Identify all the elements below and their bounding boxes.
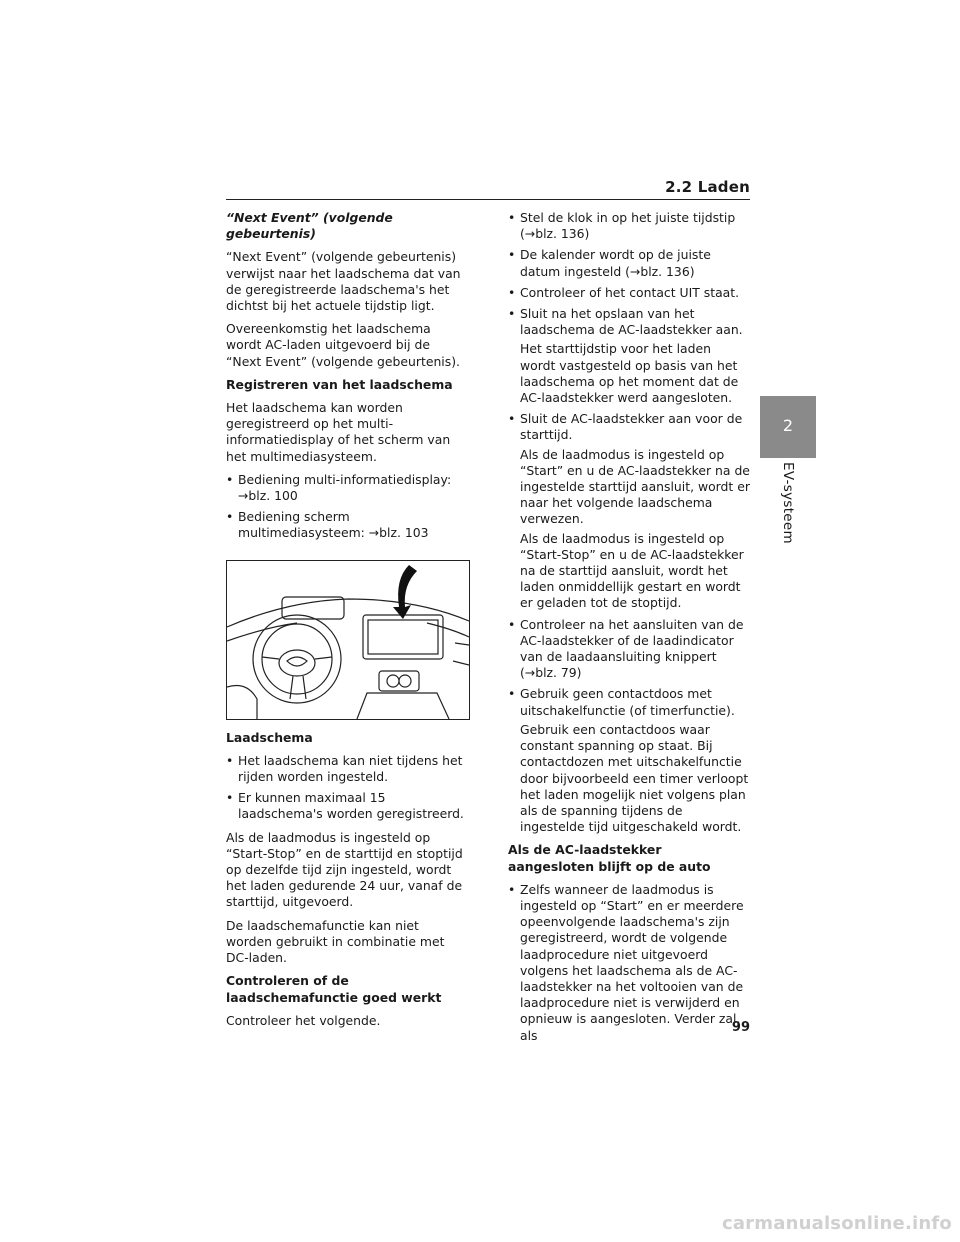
chapter-number: 2 (782, 416, 794, 435)
check-heading: Controleren of de laadschemafunctie goed werkt (226, 973, 442, 1005)
list-item: • Bediening scherm multimediasysteem: →blz. 103 (226, 509, 464, 541)
list-item-note: Als de laadmodus is ingesteld op “Start-Stop” en u de AC-laadstekker na de starttijd aansluit, wordt het laden onmiddellijk gestart en wordt er geladen tot de stoptijd. (520, 530, 744, 611)
paragraph: Overeenkomstig het laadschema wordt AC-laden uitgevoerd bij de “Next Event” (volgende gebeurtenis). (226, 321, 460, 369)
next-event-heading: “Next Event” (volgende gebeurtenis) (226, 210, 393, 242)
section-title: 2.2 Laden (665, 178, 750, 196)
chapter-tab (760, 396, 816, 458)
paragraph: De laadschemafunctie kan niet worden gebruikt in combinatie met DC-laden. (226, 917, 445, 966)
schedule-heading: Laadschema (226, 729, 313, 745)
list-item: • Sluit na het opslaan van het laadschema de AC-laadstekker aan. Het starttijdstip voor het laden wordt vastgesteld op basis van het laadschema op het moment dat de AC-laadstekker werd aangesloten. (508, 306, 750, 406)
list-item: • Stel de klok in op het juiste tijdstip (→blz. 136) (508, 210, 750, 242)
list-item: • Controleer of het contact UIT staat. (508, 285, 750, 301)
list-item: • Gebruik geen contactdoos met uitschakelfunctie (of timerfunctie). Gebruik een contactdoos waar constant spanning op staat. Bij contactdozen met uitschakelfunctie door bijvoorbeeld een timer verloopt het laden mogelijk niet volgens plan als de spanning tijdens de ingestelde tijd uitgeschakeld wordt. (508, 686, 750, 835)
right-column (508, 210, 750, 1051)
list-item: • Zelfs wanneer de laadmodus is ingesteld op “Start” en er meerdere opeenvolgende laadschema's zijn geregistreerd, wordt de volgende laadprocedure niet uitgevoerd volgens het laadschema als de AC-laadstekker na het voltooien van de laadprocedure niet is verwijderd en opnieuw is aangesloten. Verder zal, als (508, 882, 750, 1044)
paragraph: Controleer het volgende. (226, 1012, 381, 1028)
list-item-note: Als de laadmodus is ingesteld op “Start” en u de AC-laadstekker na de ingestelde starttijd aansluit, wordt er naar het volgende laadschema verwezen. (520, 446, 750, 527)
list-item: • Bediening multi-informatiedisplay: →blz. 100 (226, 472, 464, 504)
list-item-note: Het starttijdstip voor het laden wordt vastgesteld op basis van het laadschema op het moment dat de AC-laadstekker werd aangesloten. (520, 341, 739, 406)
watermark: carmanualsonline.info (721, 1213, 952, 1234)
dashboard-drawing (227, 561, 469, 719)
connected-heading: Als de AC-laadstekker aangesloten blijft op de auto (508, 842, 711, 874)
left-column (226, 210, 464, 1036)
bullet-list (226, 753, 464, 823)
list-item: • Sluit de AC-laadstekker aan voor de starttijd. Als de laadmodus is ingesteld op “Start” en u de AC-laadstekker na de ingestelde starttijd aansluit, wordt er naar het volgende laadschema verwezen. Als de laadmodus is ingesteld op “Start-Stop” en u de AC-laadstekker na de starttijd aansluit, wordt het laden onmiddellijk gestart en wordt er geladen tot de stoptijd. (508, 411, 750, 611)
bullet-list (226, 472, 464, 542)
list-item-note: Gebruik een contactdoos waar constant spanning op staat. Bij contactdozen met uitschakelfunctie door bijvoorbeeld een timer verloopt het laden mogelijk niet volgens plan als de spanning tijdens de ingestelde tijd uitgeschakeld wordt. (520, 721, 749, 835)
paragraph: “Next Event” (volgende gebeurtenis) verwijst naar het laadschema dat van de geregistreerde laadschema's het dichtst bij het actuele tijdstip ligt. (226, 249, 461, 314)
paragraph: Het laadschema kan worden geregistreerd op het multi-informatiedisplay of het scherm van het multimediasysteem. (226, 400, 451, 464)
page-number: 99 (731, 1020, 750, 1035)
paragraph: Als de laadmodus is ingesteld op “Start-Stop” en de starttijd en stoptijd op dezelfde tijd zijn ingesteld, wordt het laden gedurende 24 uur, vanaf de starttijd, uitgevoerd. (226, 829, 463, 910)
dashboard-illustration (226, 560, 470, 720)
bullet-list (508, 210, 750, 835)
header-rule (226, 199, 750, 200)
list-item: • De kalender wordt op de juiste datum ingesteld (→blz. 136) (508, 247, 750, 279)
page-header (226, 178, 750, 200)
register-heading: Registreren van het laadschema (226, 376, 453, 392)
list-item: • Het laadschema kan niet tijdens het rijden worden ingesteld. (226, 753, 464, 785)
chapter-label-text: EV-systeem (780, 462, 796, 544)
bullet-list (508, 882, 750, 1044)
chapter-label (780, 462, 796, 542)
list-item: • Er kunnen maximaal 15 laadschema's worden geregistreerd. (226, 790, 464, 822)
list-item: • Controleer na het aansluiten van de AC-laadstekker of de laadindicator van de laadaansluiting knippert (→blz. 79) (508, 617, 750, 682)
